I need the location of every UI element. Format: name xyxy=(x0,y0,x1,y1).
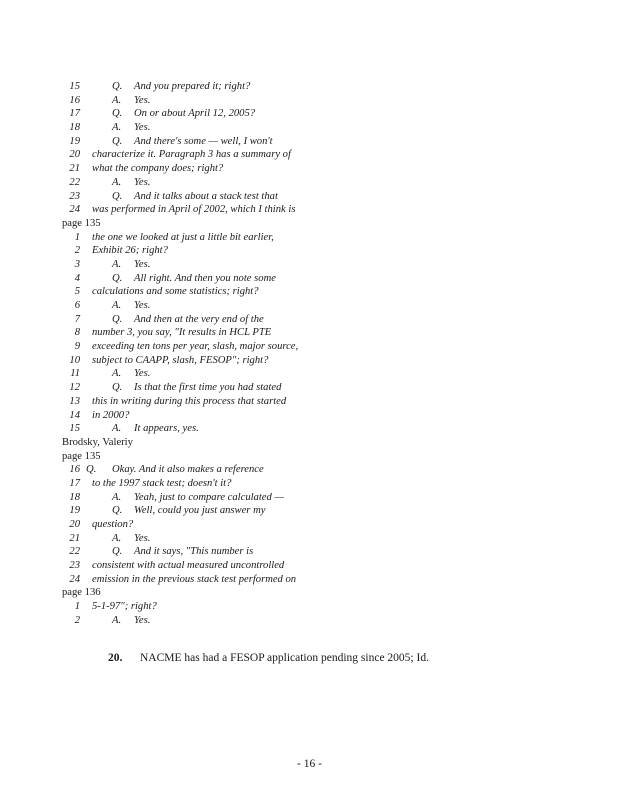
line-text: consistent with actual measured uncontrolled xyxy=(92,560,285,572)
transcript-line xyxy=(62,203,362,217)
line-number: 23 xyxy=(69,560,80,572)
speaker-label: A. xyxy=(112,491,122,503)
line-text: was performed in April of 2002, which I think is xyxy=(92,204,296,216)
speaker-label: A. xyxy=(112,423,122,435)
line-number: 13 xyxy=(69,395,80,407)
line-text: And there's some — well, I won't xyxy=(134,135,273,147)
line-text: Yes. xyxy=(134,300,151,311)
transcript-line xyxy=(62,121,362,135)
line-number: 2 xyxy=(74,245,80,257)
line-text: in 2000? xyxy=(92,409,130,421)
speaker-label: Q. xyxy=(112,81,123,92)
line-number: 2 xyxy=(74,614,80,626)
speaker-label: Q. xyxy=(112,313,123,325)
line-number: 20 xyxy=(69,149,80,161)
line-text: what the company does; right? xyxy=(92,163,224,175)
transcript-line xyxy=(62,395,362,409)
paragraph-text: NACME has had a FESOP application pending since 2005; Id. xyxy=(140,652,429,664)
line-text: to the 1997 stack test; doesn't it? xyxy=(92,477,232,489)
transcript-line xyxy=(62,340,362,354)
transcript-line xyxy=(62,491,362,505)
line-number: 15 xyxy=(69,423,80,435)
line-number: 16 xyxy=(69,464,80,476)
speaker-label: A. xyxy=(112,176,122,188)
speaker-label: A. xyxy=(112,532,122,544)
line-text: And you prepared it; right? xyxy=(134,81,251,92)
line-number: 17 xyxy=(69,108,80,120)
transcript-page-heading: Brodsky, Valeriy xyxy=(62,436,133,448)
speaker-label: Q. xyxy=(112,108,123,120)
line-number: 24 xyxy=(69,204,80,216)
speaker-label: A. xyxy=(112,122,122,134)
speaker-label: A. xyxy=(112,300,122,311)
line-text: number 3, you say, "It results in HCL PTE xyxy=(92,327,272,339)
deposition-transcript xyxy=(62,80,362,628)
line-number: 20 xyxy=(69,519,80,530)
transcript-line xyxy=(62,409,362,423)
transcript-line xyxy=(62,135,362,149)
transcript-line xyxy=(62,367,362,381)
transcript-line xyxy=(62,190,362,204)
line-text: characterize it. Paragraph 3 has a summary of xyxy=(92,149,291,161)
line-number: 19 xyxy=(69,505,80,517)
speaker-label: Q. xyxy=(112,505,123,517)
line-number: 22 xyxy=(69,176,80,188)
transcript-line xyxy=(62,176,362,190)
transcript-line xyxy=(62,94,362,108)
transcript-line xyxy=(62,532,362,546)
numbered-paragraph xyxy=(108,652,429,664)
transcript-line xyxy=(62,559,362,573)
transcript-line xyxy=(62,244,362,258)
speaker-label: Q. xyxy=(112,190,123,202)
page-number-footer: - 16 - xyxy=(297,758,322,770)
line-text: Exhibit 26; right? xyxy=(92,245,168,257)
transcript-line xyxy=(62,354,362,368)
line-text: Yes. xyxy=(134,258,151,270)
line-text: the one we looked at just a little bit earlier, xyxy=(92,231,274,243)
line-number: 17 xyxy=(69,477,80,489)
transcript-line xyxy=(62,162,362,176)
transcript-line xyxy=(62,326,362,340)
transcript-line xyxy=(62,285,362,299)
line-text: All right. And then you note some xyxy=(134,272,276,284)
transcript-line xyxy=(62,504,362,518)
transcript-line xyxy=(62,381,362,395)
paragraph-number: 20. xyxy=(108,652,123,664)
line-text: emission in the previous stack test performed on xyxy=(92,573,297,585)
line-text: Well, could you just answer my xyxy=(134,505,266,517)
line-text: Yes. xyxy=(134,368,151,380)
line-text: And it talks about a stack test that xyxy=(134,190,278,202)
line-number: 6 xyxy=(74,300,80,311)
transcript-line xyxy=(62,272,362,286)
line-text: Yes. xyxy=(134,94,151,106)
line-number: 10 xyxy=(69,354,80,366)
line-text: Yes. xyxy=(134,614,151,626)
line-text: 5-1-97"; right? xyxy=(92,601,157,613)
speaker-label: Q. xyxy=(112,382,123,394)
line-text: Yes. xyxy=(134,122,151,134)
line-text: Is that the first time you had stated xyxy=(134,382,282,394)
line-text: question? xyxy=(92,519,134,530)
line-text: exceeding ten tons per year, slash, major source, xyxy=(92,341,299,353)
transcript-line xyxy=(62,600,362,614)
line-number: 16 xyxy=(69,94,80,106)
transcript-line xyxy=(62,477,362,491)
line-number: 7 xyxy=(74,313,80,325)
line-number: 23 xyxy=(69,190,80,202)
transcript-line xyxy=(62,518,362,532)
line-number: 8 xyxy=(74,327,80,339)
line-number: 15 xyxy=(69,81,80,92)
line-text: Yes. xyxy=(134,532,151,544)
speaker-label: A. xyxy=(112,614,122,626)
transcript-line xyxy=(62,545,362,559)
line-text: It appears, yes. xyxy=(134,423,199,435)
transcript-line xyxy=(62,614,362,628)
line-text: Okay. And it also makes a reference xyxy=(112,464,264,476)
transcript-line xyxy=(62,463,362,477)
line-number: 5 xyxy=(74,286,80,298)
line-number: 19 xyxy=(69,135,80,147)
transcript-line xyxy=(62,107,362,121)
speaker-label: Q. xyxy=(112,546,123,558)
line-number: 11 xyxy=(70,368,80,380)
line-text: subject to CAAPP, slash, FESOP"; right? xyxy=(92,354,269,366)
line-text: Yes. xyxy=(134,176,151,188)
speaker-label: Q. xyxy=(86,464,97,476)
line-text: calculations and some statistics; right? xyxy=(92,286,259,298)
line-number: 12 xyxy=(69,382,80,394)
transcript-line xyxy=(62,313,362,327)
line-number: 4 xyxy=(74,272,80,284)
line-number: 1 xyxy=(74,231,80,243)
speaker-label: Q. xyxy=(112,135,123,147)
line-number: 1 xyxy=(74,601,80,613)
line-number: 22 xyxy=(69,546,80,558)
line-number: 21 xyxy=(69,163,80,175)
speaker-label: A. xyxy=(112,368,122,380)
transcript-page-heading: page 135 xyxy=(62,217,101,229)
transcript-line xyxy=(62,299,362,313)
transcript-page-heading: page 136 xyxy=(62,587,101,599)
transcript-line xyxy=(62,258,362,272)
transcript-line xyxy=(62,422,362,436)
transcript-line xyxy=(62,148,362,162)
line-number: 24 xyxy=(69,573,80,585)
line-text: And then at the very end of the xyxy=(134,313,264,325)
line-text: Yeah, just to compare calculated — xyxy=(134,491,284,503)
transcript-line xyxy=(62,80,362,94)
line-number: 9 xyxy=(74,341,80,353)
transcript-line xyxy=(62,231,362,245)
line-number: 3 xyxy=(74,258,80,270)
speaker-label: Q. xyxy=(112,272,123,284)
line-number: 14 xyxy=(69,409,80,421)
transcript-line xyxy=(62,573,362,587)
speaker-label: A. xyxy=(112,94,122,106)
speaker-label: A. xyxy=(112,258,122,270)
line-number: 21 xyxy=(69,532,80,544)
line-number: 18 xyxy=(69,491,80,503)
line-text: this in writing during this process that started xyxy=(92,395,287,407)
transcript-page-heading: page 135 xyxy=(62,450,101,462)
line-number: 18 xyxy=(69,122,80,134)
line-text: And it says, "This number is xyxy=(134,546,254,558)
line-text: On or about April 12, 2005? xyxy=(134,108,256,120)
